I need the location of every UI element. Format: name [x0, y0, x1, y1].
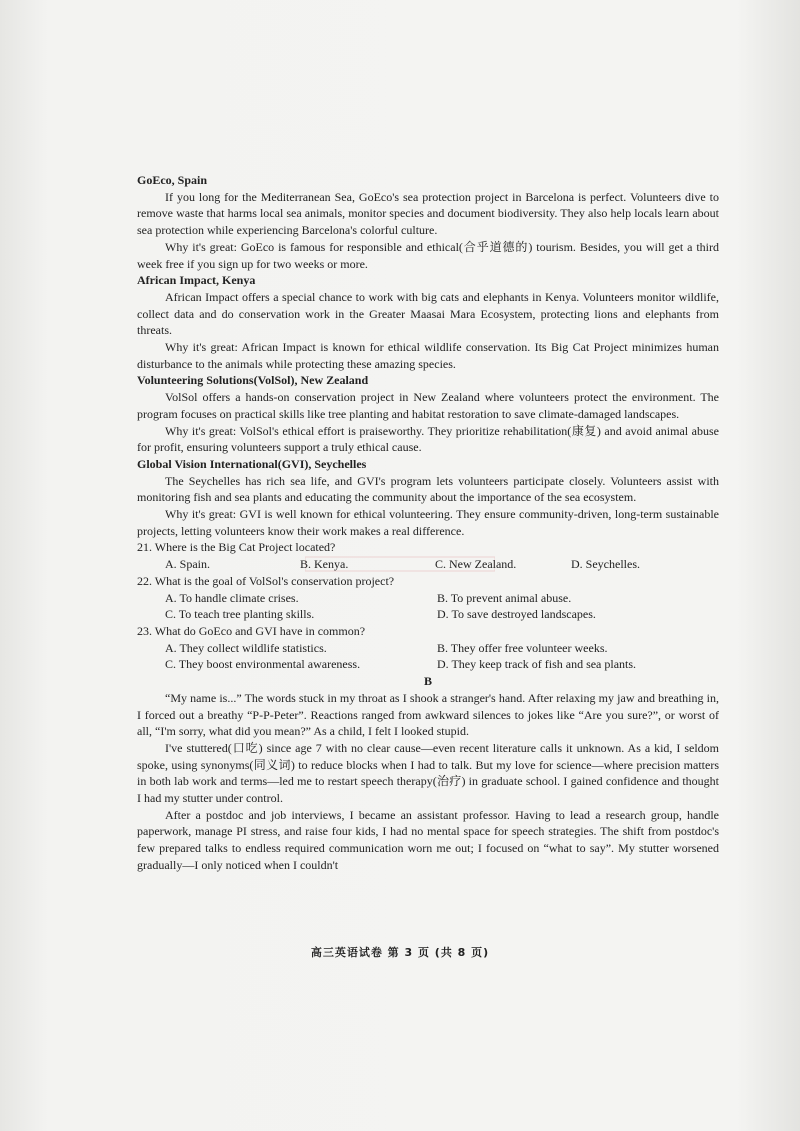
item-paragraph: Why it's great: African Impact is known for ethical wildlife conservation. Its Big Cat Project minimizes human disturbance to the animals while protecting these amazing species. [137, 340, 719, 371]
question-options [137, 640, 719, 657]
question-stem: 23. What do GoEco and GVI have in common? [137, 623, 366, 638]
option-a: A. To handle climate crises. [165, 590, 299, 605]
option-b: B. They offer free volunteer weeks. [437, 640, 608, 655]
item-paragraph: Why it's great: GoEco is famous for responsible and ethical(合乎道德的) tourism. Besides, you will get a third week free if you sign up for two weeks or more. [137, 239, 719, 271]
option-c: C. To teach tree planting skills. [165, 607, 315, 622]
item-heading: GoEco, Spain [137, 173, 208, 187]
item-paragraph: African Impact offers a special chance to work with big cats and elephants in Kenya. Volunteers monitor wildlife, collect data and do conservation work in the Greater Maasai Mara Ecosystem, protecting lions and elephants from threats. [137, 289, 719, 338]
item-heading: Global Vision International(GVI), Seychelles [137, 456, 367, 471]
page-footer: 高三英语试卷 第 3 页 (共 8 页) [310, 946, 490, 959]
option-c: C. New Zealand. [435, 557, 517, 572]
option-a: A. Spain. [165, 557, 210, 572]
question-options [137, 656, 719, 673]
option-d: D. Seychelles. [571, 557, 640, 572]
item-paragraph: The Seychelles has rich sea life, and GVI's program lets volunteers participate closely. Volunteers assist with monitoring fish and sea plants and educating the community about the importance of the sea ecosystem. [137, 473, 719, 505]
passage-item [137, 272, 719, 372]
item-paragraph: Why it's great: GVI is well known for ethical volunteering. They ensure community-driven, long-term sustainable projects, letting volunteers know their work makes a real difference. [137, 507, 719, 538]
option-a: A. They collect wildlife statistics. [165, 640, 327, 655]
option-b: B. Kenya. [300, 557, 349, 572]
question-22 [137, 573, 719, 623]
option-d: D. To save destroyed landscapes. [437, 607, 596, 622]
option-c: C. They boost environmental awareness. [165, 657, 361, 672]
passage-b [137, 673, 719, 873]
item-heading: Volunteering Solutions(VolSol), New Zealand [137, 373, 369, 388]
question-options [137, 606, 719, 623]
question-stem: 21. Where is the Big Cat Project located? [137, 540, 336, 555]
passage-item [137, 372, 719, 456]
question-options [137, 556, 719, 573]
section-label: B [423, 674, 432, 689]
passage-item [137, 172, 719, 272]
item-paragraph: Why it's great: VolSol's ethical effort is praiseworthy. They prioritize rehabilitation(康复) and avoid animal abuse for profit, ensuring volunteers support a truly ethical cause. [137, 423, 719, 455]
option-d: D. They keep track of fish and sea plants. [437, 657, 637, 672]
question-23 [137, 623, 719, 673]
question-stem: 22. What is the goal of VolSol's conservation project? [137, 573, 395, 588]
question-21 [137, 539, 719, 572]
passage-item [137, 456, 719, 540]
item-heading: African Impact, Kenya [137, 273, 256, 288]
passage-a [137, 172, 719, 539]
passage-paragraph: After a postdoc and job interviews, I became an assistant professor. Having to lead a research group, handle paperwork, manage PI stress, and raise four kids, I had no mental space for speech strategies. The shift from postdoc's few prepared talks to endless required communication worn me out; I focused on “what to say”. My stutter worsened gradually—I only noticed when I couldn't [137, 807, 719, 872]
passage-paragraph: “My name is...” The words stuck in my throat as I shook a stranger's hand. After relaxing my jaw and breathing in, I forced out a breathy “P-P-Peter”. Reactions ranged from awkward silences to jokes like “Are you sure?”, or worst of all, “I'm sorry, what did you mean?” As a child, I felt I looked stupid. [137, 690, 719, 739]
question-options [137, 590, 719, 607]
passage-paragraph: I've stuttered(口吃) since age 7 with no clear cause—even recent literature calls it unknown. As a kid, I seldom spoke, using synonyms(同义词) to reduce blocks when I had to talk. But my love for science—where precision matters in both lab work and terms—led me to restart speech therapy(治疗) in graduate school. I gained confidence and thought I had my stutter under control. [137, 740, 719, 806]
option-b: B. To prevent animal abuse. [437, 590, 572, 605]
page-content [137, 172, 719, 874]
item-paragraph: If you long for the Mediterranean Sea, GoEco's sea protection project in Barcelona is perfect. Volunteers dive to remove waste that harms local sea animals, monitor species and document biodiversity. They also help locals learn about sea protection while experiencing Barcelona's colorful culture. [137, 189, 719, 238]
item-paragraph: VolSol offers a hands-on conservation project in New Zealand where volunteers protect the environment. The program focuses on practical skills like tree planting and habitat restoration to save climate-damaged landscapes. [137, 390, 719, 421]
